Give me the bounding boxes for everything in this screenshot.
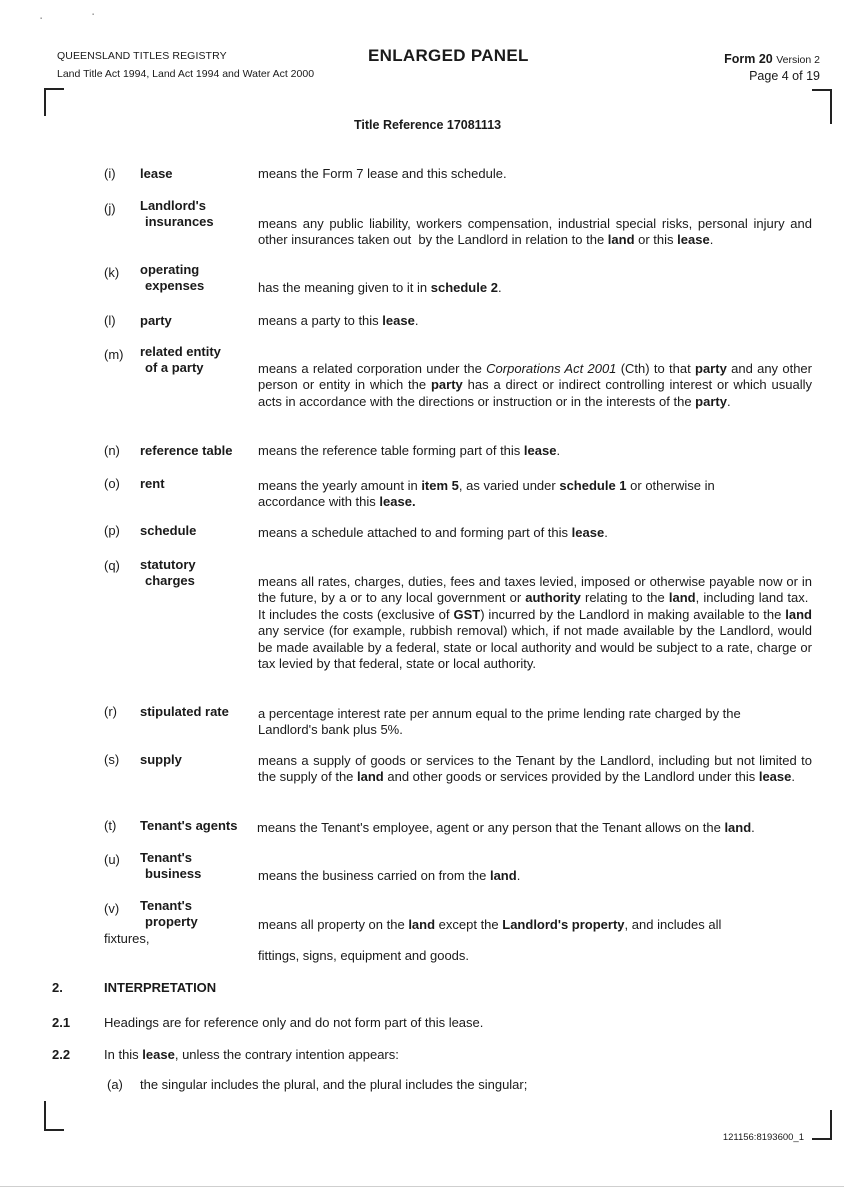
definition: means a party to this lease.	[258, 313, 419, 328]
title-reference: Title Reference 17081113	[354, 118, 502, 132]
item-label: (r)	[104, 704, 117, 719]
item-label: (n)	[104, 443, 120, 458]
term-line1: statutory	[140, 557, 196, 572]
definition: means all rates, charges, duties, fees and taxes levied, imposed or otherwise payable now or in the future, by a or to any local government or authority relating to the land, including land tax. It includes the costs (exclusive of GST) incurred by the Landlord in making available to the land any service (for example, rubbish removal) which, if not made available by the Landlord, would be made available by a federal, state or local authority and would be subject to a rate, charge or tax levied by that federal, state or local authority.	[258, 574, 813, 672]
clause-text: Headings are for reference only and do not form part of this lease.	[104, 1015, 484, 1030]
term: party	[140, 313, 172, 328]
term-line1: Tenant's	[140, 898, 192, 913]
item-label: (k)	[104, 265, 120, 280]
item-label: (p)	[104, 523, 120, 538]
corner-mark-top-right	[812, 89, 832, 124]
term: rent	[140, 476, 165, 491]
definition: a percentage interest rate per annum equal to the prime lending rate charged by the Landlord's bank plus 5%.	[258, 706, 741, 738]
item-label: (j)	[104, 201, 116, 216]
form-version: Version 2	[776, 54, 820, 66]
definition: means the business carried on from the land.	[258, 868, 521, 883]
section-title: INTERPRETATION	[104, 980, 217, 995]
definition: has the meaning given to it in schedule 2.	[258, 280, 502, 295]
term: Tenant's agents	[140, 818, 238, 833]
item-label: (q)	[104, 558, 120, 573]
corner-mark-bottom-left	[44, 1101, 64, 1131]
term-line1: operating	[140, 262, 200, 277]
item-label: (u)	[104, 852, 120, 867]
clause-number: 2.1	[52, 1015, 71, 1030]
item-label: (v)	[104, 901, 120, 916]
term: stipulated rate	[140, 704, 229, 719]
sub-clause-label: (a)	[107, 1077, 123, 1092]
term-line1: related entity	[140, 344, 221, 359]
definition: means the Tenant's employee, agent or any person that the Tenant allows on the land.	[257, 820, 755, 835]
term-line2: expenses	[145, 278, 205, 293]
definition: means any public liability, workers compensation, industrial special risks, personal injury and other insurances taken out by the Landlord in relation to the land or this lease.	[258, 216, 812, 248]
registry-name: QUEENSLAND TITLES REGISTRY	[57, 50, 227, 62]
item-label: (o)	[104, 476, 120, 491]
overflow-word: fixtures,	[104, 931, 150, 946]
document-id: 121156:8193600_1	[722, 1132, 804, 1143]
term-line2: business	[145, 866, 202, 881]
corner-mark-top-left	[44, 88, 64, 116]
item-label: (i)	[104, 166, 116, 181]
term-line2: insurances	[145, 214, 214, 229]
term-line2: of a party	[145, 360, 204, 375]
page-edge	[0, 1186, 844, 1187]
definition: means a related corporation under the Corporations Act 2001 (Cth) to that party and any other person or entity in which the party has a direct or indirect controlling interest or which usually acts in accordance with the directions or instruction or in the interests of the party.	[258, 361, 812, 409]
clause-text: In this lease, unless the contrary intention appears:	[104, 1047, 399, 1062]
term-line1: Tenant's	[140, 850, 192, 865]
clause-number: 2.2	[52, 1047, 71, 1062]
scan-mark: ▪	[40, 16, 43, 22]
form-label	[724, 52, 820, 66]
definition: means the yearly amount in item 5, as varied under schedule 1 or otherwise in accordance with this lease.	[258, 478, 715, 510]
definition-continued: fittings, signs, equipment and goods.	[258, 948, 470, 963]
term: schedule	[140, 523, 197, 538]
term: reference table	[140, 443, 233, 458]
section-number: 2.	[52, 980, 63, 995]
page-number: Page 4 of 19	[749, 69, 820, 83]
item-label: (l)	[104, 313, 116, 328]
term-line2: property	[145, 914, 198, 929]
definition: means a schedule attached to and forming part of this lease.	[258, 525, 608, 540]
term: lease	[140, 166, 173, 181]
term-line2: charges	[145, 573, 195, 588]
definition: means all property on the land except the Landlord's property, and includes all	[258, 917, 722, 932]
form-number: Form 20	[724, 52, 773, 66]
definition: means the reference table forming part of this lease.	[258, 443, 561, 458]
sub-clause-text: the singular includes the plural, and the plural includes the singular;	[140, 1077, 528, 1092]
acts-line: Land Title Act 1994, Land Act 1994 and Water Act 2000	[57, 68, 315, 80]
corner-mark-bottom-right	[812, 1110, 832, 1140]
item-label: (s)	[104, 752, 120, 767]
term: supply	[140, 752, 182, 767]
panel-title: ENLARGED PANEL	[368, 46, 529, 65]
term-line1: Landlord's	[140, 198, 206, 213]
item-label: (t)	[104, 818, 117, 833]
item-label: (m)	[104, 347, 124, 362]
definition: means the Form 7 lease and this schedule.	[258, 166, 507, 181]
scan-mark: ▪	[92, 12, 95, 18]
definition: means a supply of goods or services to the Tenant by the Landlord, including but not limited to the supply of the land and other goods or services provided by the Landlord under this lease.	[258, 753, 812, 785]
